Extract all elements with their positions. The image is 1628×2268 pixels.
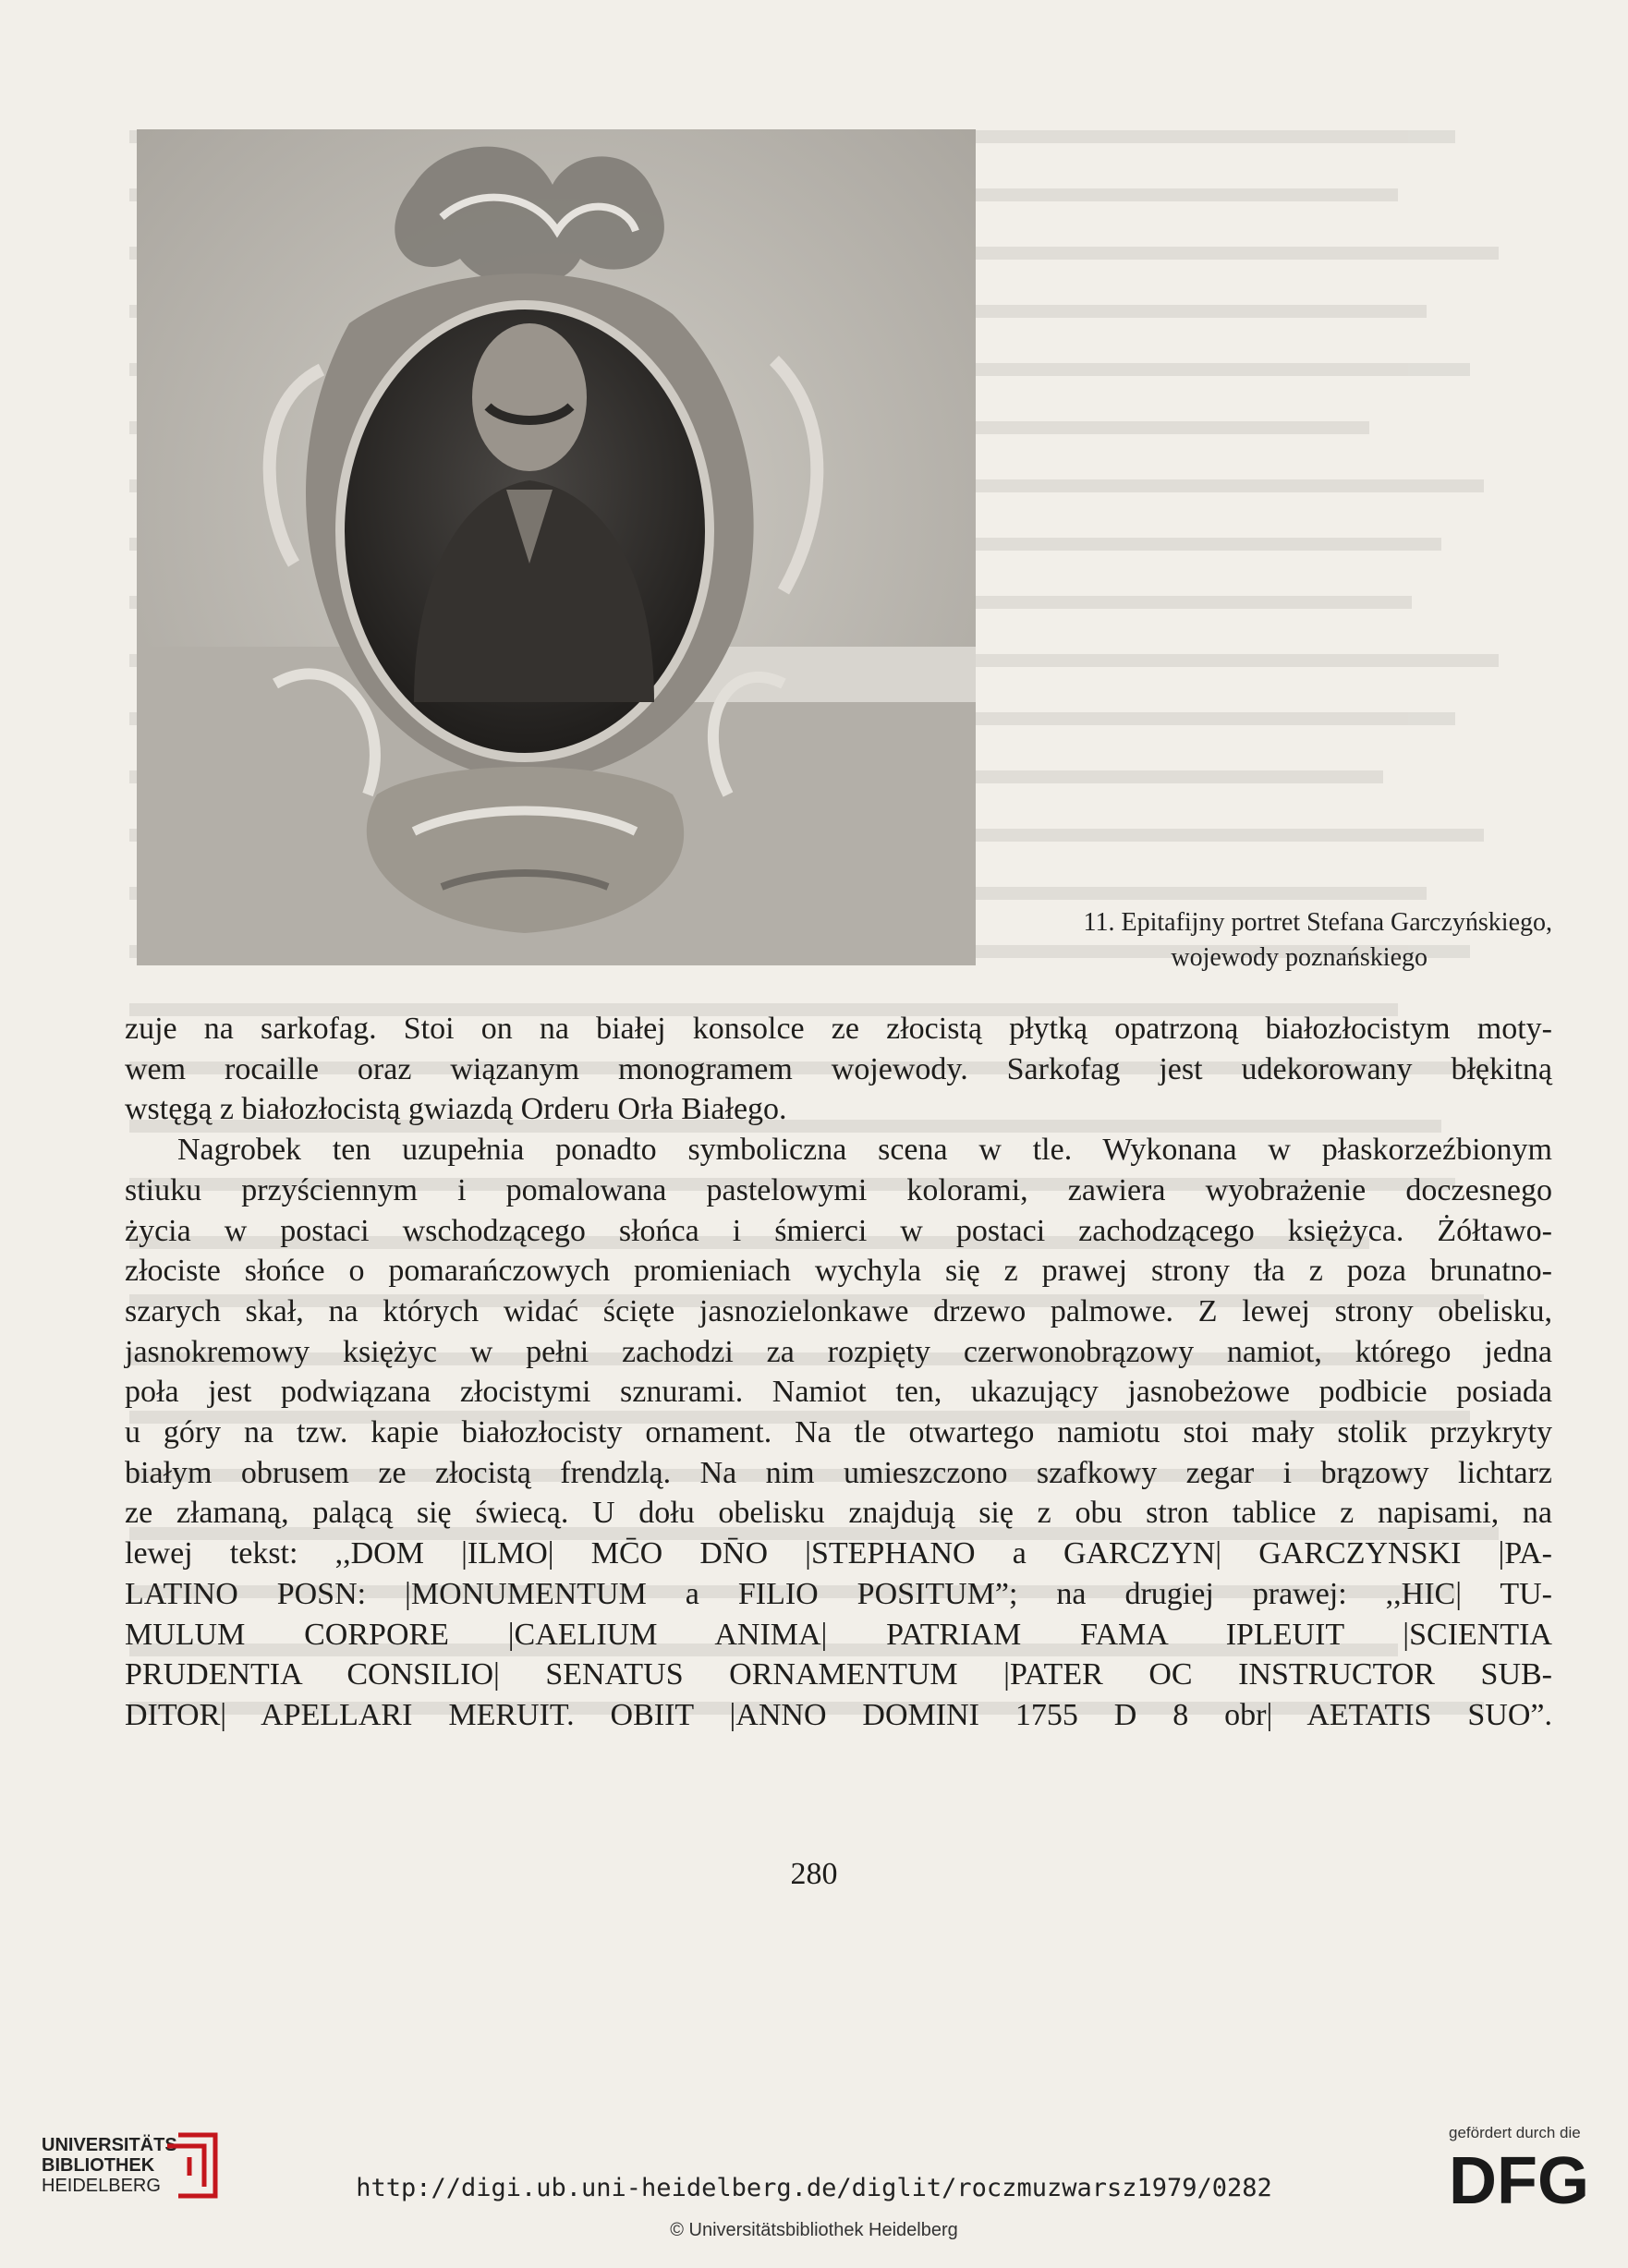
caption-line-1: 11. Epitafijny portret Stefana Garczyńskiego,: [1083, 908, 1552, 937]
library-name-line-2: BIBLIOTHEK: [42, 2155, 155, 2176]
permalink-url[interactable]: http://digi.ub.uni-heidelberg.de/diglit/roczmuzwarsz1979/0282: [356, 2174, 1272, 2202]
text-line: jasnokremowy księżyc w pełni zachodzi za rozpięty czerwonobrązowy namiot, którego jedna: [125, 1334, 1552, 1369]
footer: [0, 2111, 1628, 2268]
library-name-line-3: HEIDELBERG: [42, 2176, 161, 2196]
text-line: lewej tekst: ,,DOM |ILMO| MC̄O DN̄O |STEPHANO a GARCZYN| GARCZYNSKI |PA-: [125, 1536, 1552, 1571]
text-line: ze złamaną, palącą się świecą. U dołu obelisku znajdują się z obu stron tablice z napisami, na: [125, 1496, 1552, 1531]
page-number: 280: [790, 1857, 838, 1891]
text-line: MULUM CORPORE |CAELIUM ANIMA| PATRIAM FAMA IPLEUIT |SCIENTIA: [125, 1617, 1552, 1652]
text-line: DITOR| APELLARI MERUIT. OBIIT |ANNO DOMINI 1755 D 8 obr| AETATIS SUO”.: [125, 1697, 1552, 1732]
text-line: szarych skał, na których widać ścięte jasnozielonkawe drzewo palmowe. Z lewej strony obelisku,: [125, 1293, 1552, 1328]
epitaph-portrait-photo: [137, 129, 976, 965]
text-line: złociste słońce o pomarańczowych promieniach wychyla się z prawej strony tła z poza brunatno-: [125, 1254, 1552, 1289]
svg-text:DFG: DFG: [1449, 2148, 1589, 2213]
text-line: wstęgą z białozłocistą gwiazdą Orderu Orła Białego.: [125, 1092, 787, 1127]
funding-note: gefördert durch die: [1449, 2124, 1581, 2141]
text-line: stiuku przyściennym i pomalowana pastelowymi kolorami, zawiera wyobrażenie doczesnego: [125, 1172, 1552, 1207]
caption-line-2: wojewody poznańskiego: [1171, 943, 1428, 972]
text-line: życia w postaci wschodzącego słońca i śmierci w postaci zachodzącego księżyca. Żółtawo-: [125, 1213, 1552, 1248]
body-text: [125, 1009, 1552, 1736]
copyright-notice: © Universitätsbibliothek Heidelberg: [670, 2220, 958, 2240]
dfg-logo: [1449, 2148, 1606, 2213]
text-line: wem rocaille oraz wiązanym monogramem wojewody. Sarkofag jest udekorowany błękitną: [125, 1051, 1552, 1086]
text-line: PRUDENTIA CONSILIO| SENATUS ORNAMENTUM |PATER OC INSTRUCTOR SUB-: [125, 1657, 1552, 1692]
text-line: białym obrusem ze złocistą frendzlą. Na nim umieszczono szafkowy zegar i brązowy lichtarz: [125, 1455, 1552, 1490]
text-line: u góry na tzw. kapie białozłocisty ornament. Na tle otwartego namiotu stoi mały stolik przykryty: [125, 1415, 1552, 1450]
text-line: Nagrobek ten uzupełnia ponadto symboliczna scena w tle. Wykonana w płaskorzeźbionym: [177, 1133, 1552, 1168]
library-name-line-1: UNIVERSITÄTS-: [42, 2135, 184, 2155]
text-line: LATINO POSN: |MONUMENTUM a FILIO POSITUM”; na drugiej prawej: ,,HIC| TU-: [125, 1576, 1552, 1611]
figure-caption: [979, 905, 1552, 976]
text-line: poła jest podwiązana złocistymi sznurami. Namiot ten, ukazujący jasnobeżowe podbicie posiada: [125, 1375, 1552, 1410]
text-line: zuje na sarkofag. Stoi on na białej konsolce ze złocistą płytką opatrzoną białozłocistym moty-: [125, 1012, 1552, 1046]
